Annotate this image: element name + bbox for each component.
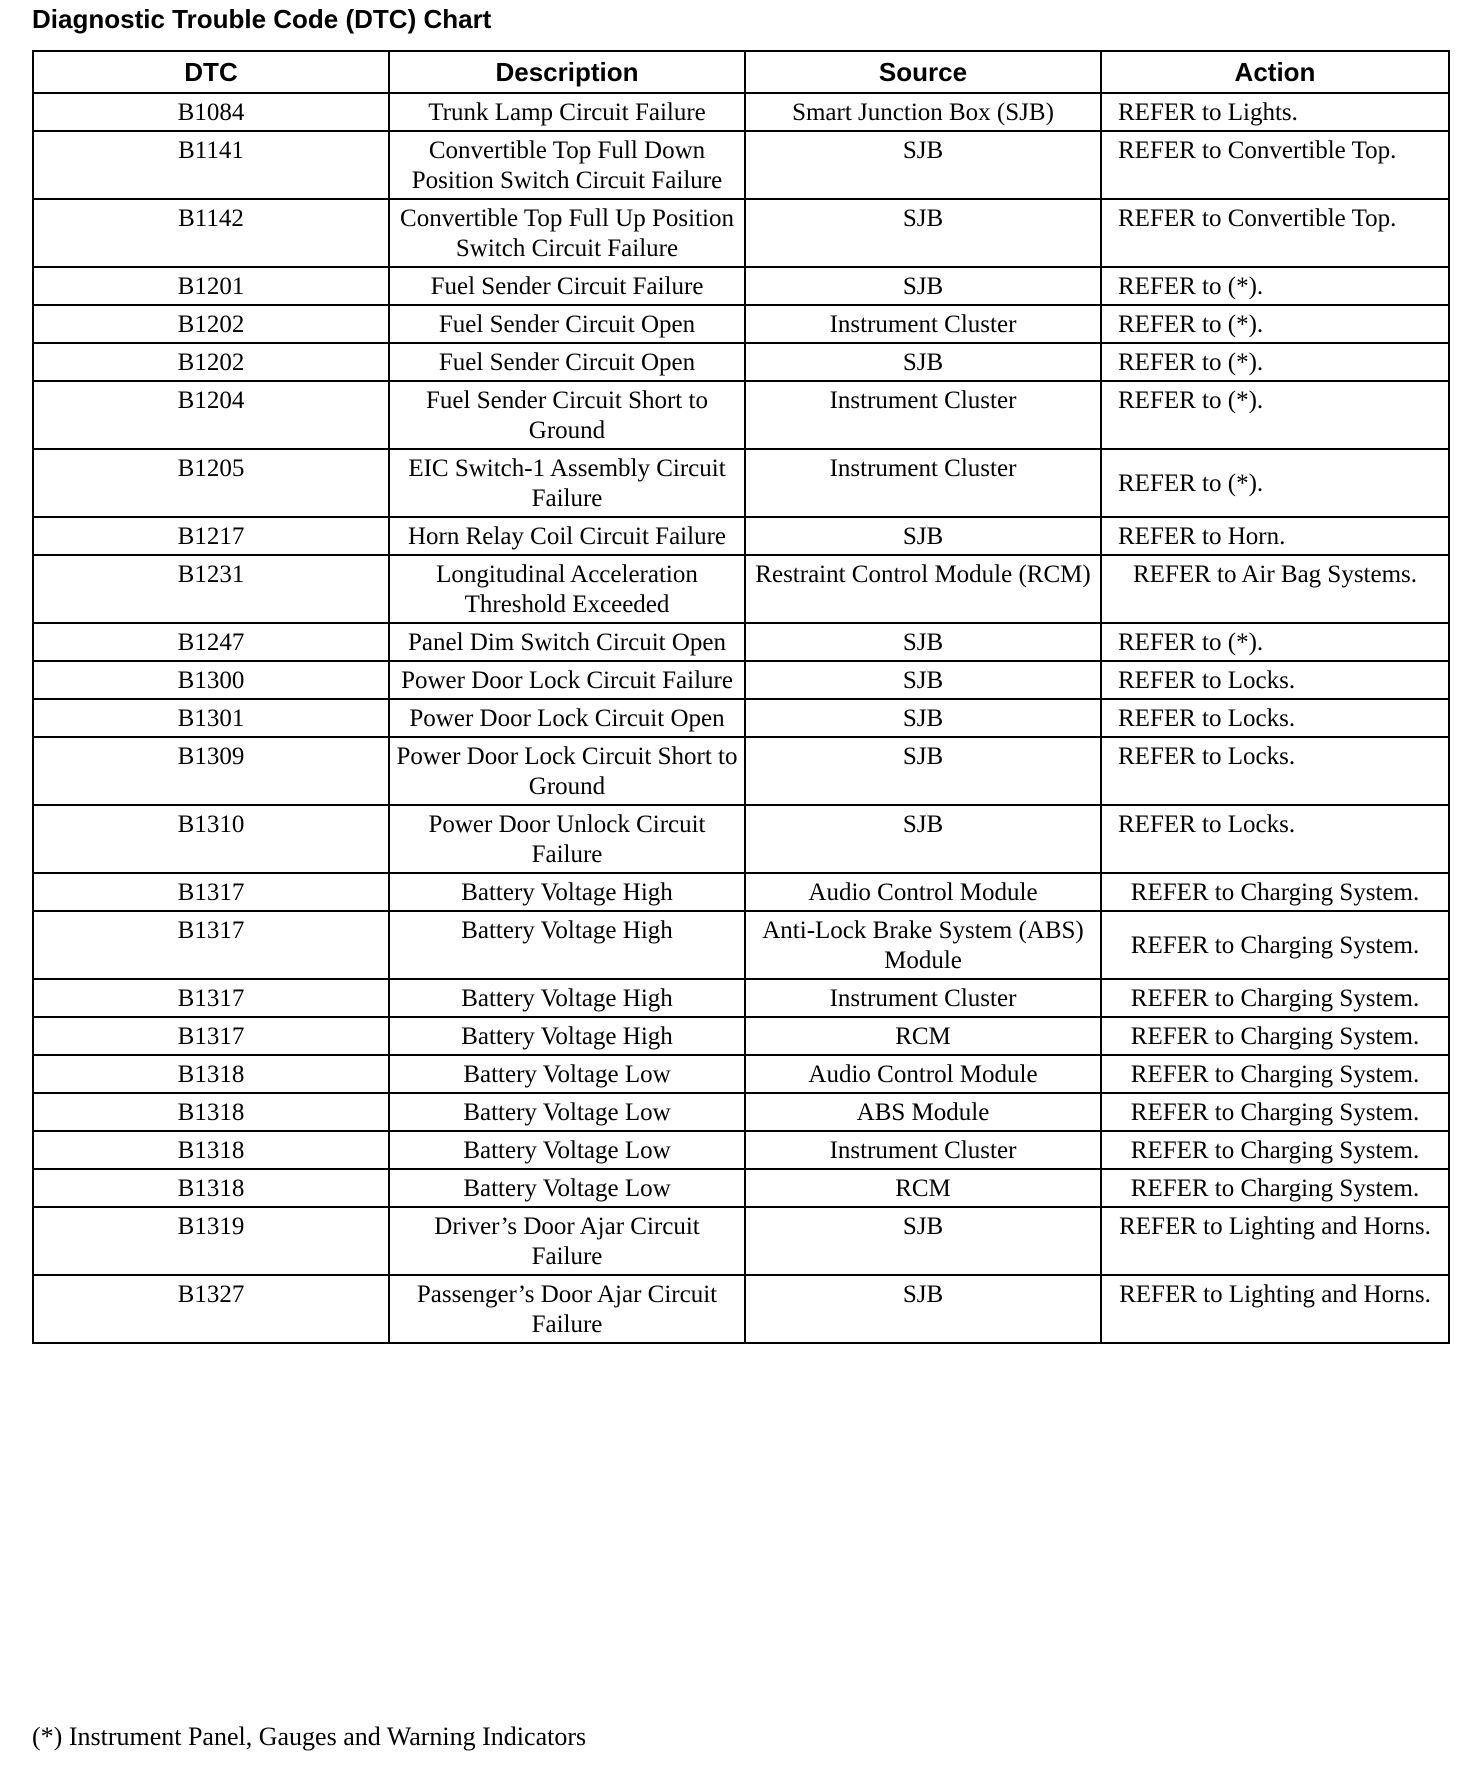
description-cell: EIC Switch-1 Assembly Circuit Failure [389,449,745,517]
action-cell: REFER to (*). [1101,449,1449,517]
action-cell: REFER to Air Bag Systems. [1101,555,1449,623]
dtc-cell: B1201 [33,267,389,305]
source-cell: Instrument Cluster [745,381,1101,449]
table-row [33,1093,1449,1131]
source-cell: Instrument Cluster [745,1131,1101,1169]
table-row [33,93,1449,131]
source-cell: SJB [745,737,1101,805]
description-cell: Convertible Top Full Up Position Switch Circuit Failure [389,199,745,267]
source-cell: Instrument Cluster [745,305,1101,343]
table-row [33,343,1449,381]
description-cell: Horn Relay Coil Circuit Failure [389,517,745,555]
dtc-cell: B1205 [33,449,389,517]
source-cell: RCM [745,1169,1101,1207]
description-cell: Battery Voltage Low [389,1093,745,1131]
table-row [33,1169,1449,1207]
table-row [33,267,1449,305]
description-cell: Driver’s Door Ajar Circuit Failure [389,1207,745,1275]
action-cell: REFER to (*). [1101,623,1449,661]
action-cell: REFER to Charging System. [1101,979,1449,1017]
source-cell: SJB [745,661,1101,699]
table-row [33,1055,1449,1093]
description-cell: Fuel Sender Circuit Open [389,343,745,381]
table-row [33,555,1449,623]
column-header-description: Description [389,51,745,93]
action-cell: REFER to (*). [1101,267,1449,305]
description-cell: Battery Voltage High [389,979,745,1017]
description-cell: Battery Voltage High [389,1017,745,1055]
table-row [33,1131,1449,1169]
action-cell: REFER to Horn. [1101,517,1449,555]
action-cell: REFER to (*). [1101,343,1449,381]
table-row [33,199,1449,267]
action-cell: REFER to Charging System. [1101,1093,1449,1131]
action-cell: REFER to (*). [1101,305,1449,343]
table-row [33,737,1449,805]
source-cell: ABS Module [745,1093,1101,1131]
dtc-table [32,50,1450,1344]
table-row [33,517,1449,555]
action-cell: REFER to Charging System. [1101,1055,1449,1093]
description-cell: Battery Voltage Low [389,1055,745,1093]
description-cell: Panel Dim Switch Circuit Open [389,623,745,661]
dtc-cell: B1317 [33,911,389,979]
table-row [33,131,1449,199]
source-cell: SJB [745,1275,1101,1343]
column-header-action: Action [1101,51,1449,93]
table-row [33,979,1449,1017]
dtc-cell: B1202 [33,305,389,343]
table-row [33,381,1449,449]
action-cell: REFER to Convertible Top. [1101,131,1449,199]
dtc-cell: B1300 [33,661,389,699]
action-cell: REFER to Lights. [1101,93,1449,131]
table-row [33,699,1449,737]
dtc-cell: B1247 [33,623,389,661]
table-row [33,661,1449,699]
dtc-cell: B1318 [33,1093,389,1131]
dtc-cell: B1301 [33,699,389,737]
description-cell: Fuel Sender Circuit Short to Ground [389,381,745,449]
table-row [33,911,1449,979]
source-cell: Audio Control Module [745,873,1101,911]
action-cell: REFER to Locks. [1101,737,1449,805]
dtc-cell: B1318 [33,1055,389,1093]
description-cell: Power Door Lock Circuit Failure [389,661,745,699]
source-cell: SJB [745,131,1101,199]
dtc-cell: B1327 [33,1275,389,1343]
dtc-cell: B1309 [33,737,389,805]
page-title: Diagnostic Trouble Code (DTC) Chart [32,4,492,34]
dtc-cell: B1319 [33,1207,389,1275]
source-cell: RCM [745,1017,1101,1055]
description-cell: Battery Voltage Low [389,1131,745,1169]
action-cell: REFER to Charging System. [1101,1017,1449,1055]
action-cell: REFER to Locks. [1101,699,1449,737]
description-cell: Power Door Unlock Circuit Failure [389,805,745,873]
source-cell: SJB [745,623,1101,661]
action-cell: REFER to Convertible Top. [1101,199,1449,267]
action-cell: REFER to Locks. [1101,661,1449,699]
source-cell: SJB [745,1207,1101,1275]
column-header-source: Source [745,51,1101,93]
dtc-cell: B1318 [33,1131,389,1169]
dtc-cell: B1318 [33,1169,389,1207]
action-cell: REFER to (*). [1101,381,1449,449]
dtc-cell: B1231 [33,555,389,623]
table-row [33,1275,1449,1343]
dtc-cell: B1317 [33,873,389,911]
source-cell: Audio Control Module [745,1055,1101,1093]
description-cell: Convertible Top Full Down Position Switch Circuit Failure [389,131,745,199]
dtc-cell: B1317 [33,1017,389,1055]
dtc-cell: B1142 [33,199,389,267]
footnote: (*) Instrument Panel, Gauges and Warning Indicators [32,1722,587,1751]
source-cell: Smart Junction Box (SJB) [745,93,1101,131]
column-header-dtc: DTC [33,51,389,93]
description-cell: Power Door Lock Circuit Open [389,699,745,737]
source-cell: Restraint Control Module (RCM) [745,555,1101,623]
dtc-cell: B1204 [33,381,389,449]
dtc-cell: B1202 [33,343,389,381]
dtc-cell: B1084 [33,93,389,131]
table-row [33,1017,1449,1055]
table-row [33,873,1449,911]
action-cell: REFER to Charging System. [1101,873,1449,911]
source-cell: SJB [745,199,1101,267]
dtc-cell: B1217 [33,517,389,555]
table-header-row [33,51,1449,93]
action-cell: REFER to Charging System. [1101,911,1449,979]
table-row [33,449,1449,517]
description-cell: Longitudinal Acceleration Threshold Exceeded [389,555,745,623]
source-cell: SJB [745,517,1101,555]
description-cell: Power Door Lock Circuit Short to Ground [389,737,745,805]
action-cell: REFER to Lighting and Horns. [1101,1207,1449,1275]
description-cell: Battery Voltage High [389,911,745,979]
dtc-cell: B1310 [33,805,389,873]
table-row [33,623,1449,661]
dtc-cell: B1317 [33,979,389,1017]
description-cell: Battery Voltage Low [389,1169,745,1207]
table-row [33,305,1449,343]
action-cell: REFER to Charging System. [1101,1131,1449,1169]
dtc-cell: B1141 [33,131,389,199]
table-row [33,805,1449,873]
source-cell: SJB [745,805,1101,873]
action-cell: REFER to Locks. [1101,805,1449,873]
description-cell: Fuel Sender Circuit Open [389,305,745,343]
description-cell: Battery Voltage High [389,873,745,911]
description-cell: Passenger’s Door Ajar Circuit Failure [389,1275,745,1343]
source-cell: Anti-Lock Brake System (ABS) Module [745,911,1101,979]
table-row [33,1207,1449,1275]
description-cell: Fuel Sender Circuit Failure [389,267,745,305]
action-cell: REFER to Lighting and Horns. [1101,1275,1449,1343]
source-cell: SJB [745,699,1101,737]
action-cell: REFER to Charging System. [1101,1169,1449,1207]
source-cell: SJB [745,267,1101,305]
source-cell: Instrument Cluster [745,979,1101,1017]
description-cell: Trunk Lamp Circuit Failure [389,93,745,131]
source-cell: SJB [745,343,1101,381]
source-cell: Instrument Cluster [745,449,1101,517]
